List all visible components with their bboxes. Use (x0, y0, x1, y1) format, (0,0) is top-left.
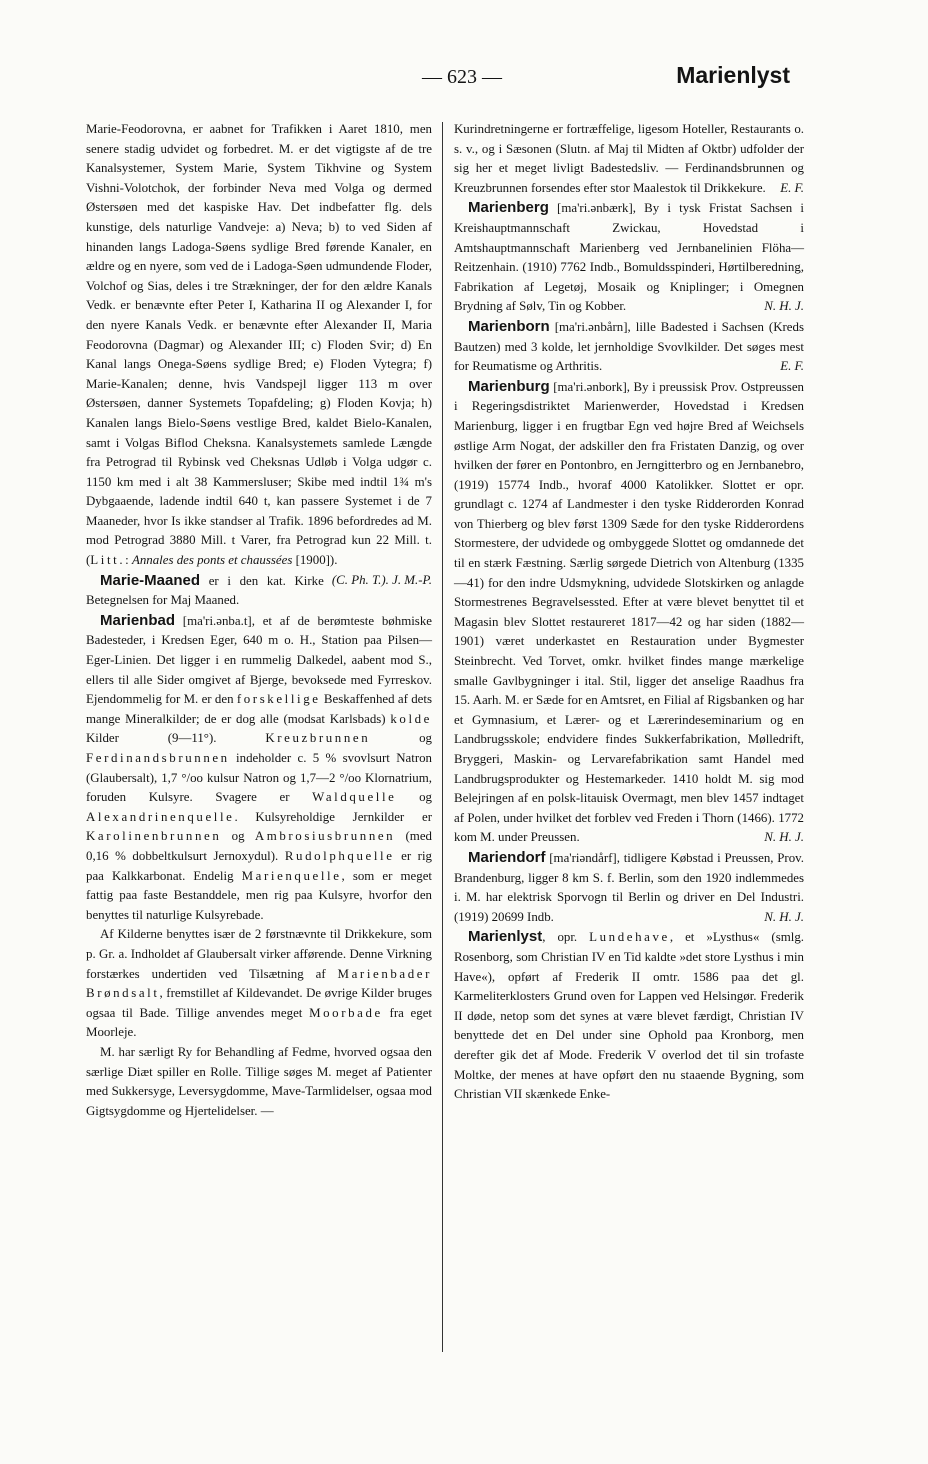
paragraph-marienbad-continued: Kurindretningerne er fortræffelige, ligesom Hoteller, Restaurants o. s. v., og i Sæsonen (Slutn. af Maj til Midten af Oktbr) udfolder der sig her et meget livligt Badestedsliv. — Ferdinandsbrunnen og Kreuzbrunnen forsendes efter stor Maalestok til Drikkekure. E. F. (454, 120, 804, 198)
entry-marienborn: Marienborn [ma'ri.ənbårn], lille Badested i Sachsen (Kreds Bautzen) med 3 kolde, let jernholdige Svovlkilder. Det søges mest for Reumatisme og Arthritis. E. F. (454, 317, 804, 377)
author-signature: N. H. J. (764, 909, 804, 924)
author-signature: N. H. J. (764, 299, 804, 314)
running-head: Marienlyst (676, 62, 790, 88)
entry-marienlyst: Marienlyst, opr. Lundehave, et »Lysthus« (smlg. Rosenborg, som Christian IV en Tid kaldte »det store Lysthus i min Have«), opført af Frederik II omtr. 1586 paa det gl. Karmeliterklosters Grund oven for Lappen ved Helsingør. Frederik II døde, netop som det synes at være blevet færdigt, Christian IV benyttede det en Del under sine Ophold paa Kronborg, men derefter gik det af Mode. Frederik V overlod det til sin trofaste Moltke, der menes at have opført den nu staaende Bygning, som Christian VII skænkede Enke- (454, 928, 804, 1102)
paragraph-marienbad-cures: Af Kilderne benyttes især de 2 førstnævnte til Drikkekure, som p. Gr. a. Indholdet af Glaubersalt virker afførende. Denne Virkning forstærkes undertiden ved Tilsætning af Marienbader Brøndsalt, fremstillet af Kildevandet. De øvrige Kilder bruges ogsaa til Bade. Tillige anvendes meget Moorbade fra eget Moorleje. (86, 927, 432, 1040)
column-rule (442, 122, 443, 1352)
headword: Mariendorf (468, 848, 546, 866)
headword: Marienbad (100, 611, 176, 629)
entry-marie-canal-continued: Marie-Feodorovna, er aabnet for Trafikken i Aaret 1810, men senere stadig udvidet og forbedret. M. er det vigtigste af de tre Kanalsystemer, System Marie, System Tikhvine og System Vishni-Volotchok, der forbinder Neva med Volga og dermed Østersøen med det kaspiske Hav. Det indbefatter flg. dels kunstige, dels naturlige Vandveje: a) Neva; b) to ved Siden af hinanden langs Ladoga-Søens sydlige Bred førende Kanaler, en ældre og en nyere, som ved de i Ladoga-Søen udmundende Floder, Volchof og Sias, deles i tre Strækninger, der for den ældre Kanals Vedk. er benævnte efter Peter I, Katharina II og Alexander I, for den nyere Kanals Vedk. er benævnte efter Alexander II, Maria Feodorovna (Dagmar) og Alexander III; c) Floden Svir; d) En Kanal langs Onega-Søens sydlige Bred; e) Floden Vytegra; f) Marie-Kanalen; denne, hvis Vandspejl ligger 113 m over Østersøen, danner Systemets Topafdeling; g) Floden Kovja; h) Kanalen langs Bielo-Søens vestlige Bred, kaldet Bielo-Kanalen, samt i Volgas Biflod Cheksna. Kanalsystemets samlede Længde fra Petrograd til Rybinsk ved Cheksnas Udløb i Volga udgør c. 1150 km med i alt 38 Kammersluser; Skibe med indtil 1¾ m's Dybgaaende, ladende indtil 640 t, kan passere Systemet i de 7 Maaneder, hvor Is ikke standser al Trafik. 1896 befordredes ad M. mod Petrograd 3880 Mill. t Varer, fra Petrograd kun 22 Mill. t. (Litt.: Annales des ponts et chaussées [1900]). (C. Ph. T.). J. M.-P. (86, 120, 432, 571)
author-signature: E. F. (780, 359, 804, 374)
entry-marienburg: Marienburg [ma'ri.ənbork], By i preussisk Prov. Ostpreussen i Regeringsdistriktet Marienwerder, Hovedstad i Kredsen Marienburg, ligger i en frugtbar Egn ved højre Bred af Weichsels østlige Arm Nogat, der adskiller den fra Fristaten Danzig, og over hvilken der fører en Pontonbro, en Jerngitterbro og en Jernbanebro, (1919) 15774 Indb., hvoraf 4000 Katolikker. Slottet er opr. grundlagt c. 1274 af Landmester i den tyske Ridderorden Konrad von Thierberg og blev først 1309 Sæde for den tyske Ridderordens Stormestere, der udvidede og ombyggede Slottet og omdannede det til en stærk Fæstning. Særlig sørgede Dietrich von Altenburg (1335—41) for den indre Udsmykning, udvidede Slotskirken og anlagde Stormestrenes Begravelsessted. Efter at være blevet benyttet til et Magasin blev Slottet restaureret 1817—42 og har siden (1882—1901) været underkastet en Restauration under Bygmester Steinbrecht. Ved Torvet, omkr. hvilket findes mange mærkelige smalle Gavlbygninger i ital. Stil, ligger det anselige Raadhus fra 15. Aarh. M. er Sæde for en Amtsret, en Filial af Rigsbanken og har et Gymnasium, et Lærer- og et Lærerindeseminarium og en Landbrugsskole; endvidere findes Sukkerfabrikation, Mølledrift, Bryggeri, Maskin- og Lervarefabrikation samt Handel med Landbrugsprodukter og Hestemarkeder. 1410 holdt M. sig mod Belejringen af en polsk-litauisk Overmagt, men blev 1457 indtaget af Polen, under hvilket det forblev ved Freden i Thorn (1466). 1772 kom M. under Preussen. N. H. J. (454, 377, 804, 848)
author-signature: E. F. (780, 180, 804, 195)
page-header (112, 62, 792, 96)
right-column (454, 120, 804, 1105)
entry-marienberg: Marienberg [ma'ri.ənbærk], By i tysk Fristat Sachsen i Kreishauptmannschaft Zwickau, Hovedstad i Amtshauptmannschaft Marienberg ved Jernbanelinien Flöha—Reitzenhain. (1910) 7762 Indb., Bomuldsspinderi, Hørtilberedning, Fabrikation af Legetøj, Mosaik og Kniplinger; i Omegnen Brydning af Sølv, Tin og Kobber. N. H. J. (454, 198, 804, 317)
headword: Marienlyst (468, 928, 543, 946)
headword: Marienberg (468, 199, 549, 217)
left-column (86, 120, 432, 1121)
paragraph-marienbad-indications: M. har særligt Ry for Behandling af Fedme, hvorved ogsaa den særlige Diæt spiller en Rolle. Tillige søges M. meget af Patienter med Sukkersyge, Leversygdomme, Mave-Tarmlidelser, ogsaa mod Gigtsygdomme og Hjertelidelser. — (86, 1044, 432, 1118)
headword: Marie-Maaned (100, 571, 201, 589)
entry-mariendorf: Mariendorf [ma'riəndårf], tidligere Købstad i Preussen, Prov. Brandenburg, ligger 8 km S. f. Berlin, som den 1920 indlemmedes i. M. har elektrisk Sporvogn til Berlin og driver en Del Industri. (1919) 20699 Indb. N. H. J. (454, 848, 804, 927)
literature-title: Annales des ponts et chaussées (131, 553, 293, 568)
author-signature: N. H. J. (764, 830, 804, 845)
entry-marie-maaned: Marie-Maaned er i den kat. Kirke Betegnelsen for Maj Maaned. (86, 571, 324, 608)
headword: Marienborn (468, 317, 550, 335)
entry-marienbad: Marienbad [ma'ri.ənba.t], et af de berømteste bøhmiske Badesteder, i Kredsen Eger, 640 m o. H., Station paa Pilsen—Eger-Linien. Det ligger i en rummelig Dalkedel, aabent mod S., ellers til alle Sider omgivet af Bjerge, bevoksede med Fyrreskov. Ejendommelig for M. er den forskellige Beskaffenhed af dets mange Mineralkilder; de er dog alle (modsat Karlsbads) kolde Kilder (9—11°). Kreuzbrunnen og Ferdinandsbrunnen indeholder c. 5 % svovlsurt Natron (Glaubersalt), 1,7 °/oo kulsur Natron og 1,7—2 °/oo Klornatrium, foruden Kulsyre. Svagere er Waldquelle og Alexandrinenquelle. Kulsyreholdige Jernkilder er Karolinenbrunnen og Ambrosiusbrunnen (med 0,16 % dobbeltkulsurt Jernoxydul). Rudolphquelle er rig paa Kalkkarbonat. Endelig Marienquelle, som er meget fattig paa faste Bestanddele, men rig paa Kulsyre, hvorfor den benyttes til naturlige Kulsyrebade. (86, 611, 433, 922)
author-signature: (C. Ph. T.). J. M.-P. (331, 572, 432, 587)
page-number: — 623 — (422, 66, 502, 88)
headword: Marienburg (468, 377, 550, 395)
